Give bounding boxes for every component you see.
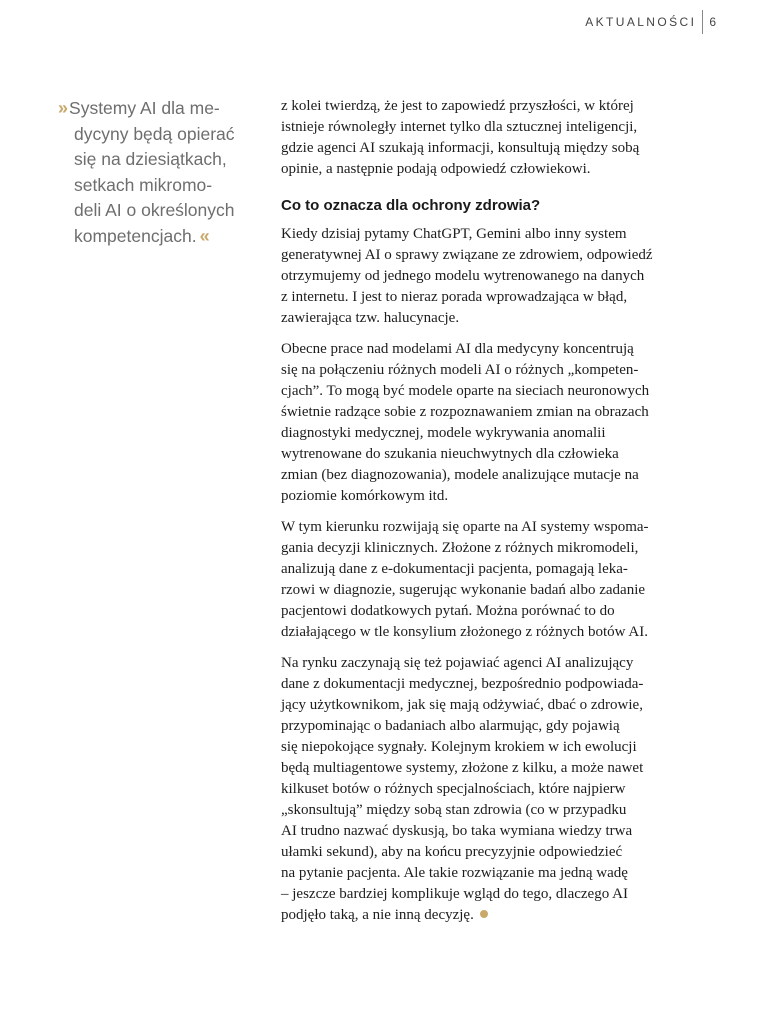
section-title: AKTUALNOŚCI [585,15,697,29]
text-line: wytrenowane do szukania nieuchwytnych dla człowieka [281,446,619,462]
text-line: dane z dokumentacji medycznej, bezpośrednio podpowiada- [281,676,644,692]
article-body [281,96,693,936]
text-line: istnieje równoległy internet tylko dla sztucznej inteligencji, [281,119,638,135]
text-line: cjach”. To mogą być modele oparte na sieciach neuronowych [281,383,650,399]
text-line: analizują dane z e-dokumentacji pacjenta, pomagają leka- [281,561,628,577]
paragraph-models [281,339,693,507]
pull-quote-line: kompetencjach. « [74,225,210,246]
pull-quote [58,96,248,249]
pull-quote-line: deli AI o określonych [74,200,235,220]
text-line: podjęło taką, a nie inną decyzję. [281,905,693,926]
section-heading: Co to oznacza dla ochrony zdrowia? [281,197,541,214]
text-line: W tym kierunku rozwijają się oparte na AI systemy wspoma- [281,519,649,535]
end-of-article-dot-icon [480,910,488,918]
pull-quote-line: się na dziesiątkach, [74,149,227,169]
text-line: pacjentowi dodatkowych pytań. Można porównać to do [281,603,615,619]
text-line: przypominając o badaniach albo alarmując, gdy pojawią [281,718,620,734]
text-line: „skonsultują” między sobą stan zdrowia (co w przypadku [281,802,627,818]
text-line: na pytanie pacjenta. Ale takie rozwiązanie ma jedną wadę [281,865,628,881]
text-line: Obecne prace nad modelami AI dla medycyny koncentrują [281,341,634,357]
text-line: Kiedy dzisiaj pytamy ChatGPT, Gemini albo inny system [281,226,627,242]
text-line: – jeszcze bardziej komplikuje wgląd do tego, dlaczego AI [281,886,628,902]
page-number: 6 [709,15,716,29]
text-line: ułamki sekund), aby na końcu precyzyjnie odpowiedzieć [281,844,623,860]
text-line: opinie, a następnie podają odpowiedź człowiekowi. [281,161,591,177]
paragraph-intro [281,96,693,180]
text-line: zawierająca tzw. halucynacje. [281,310,460,326]
paragraph-clinical [281,517,693,643]
text-line: rzowi w diagnozie, sugerując wykonanie badań albo zadanie [281,582,646,598]
text-line: się niepokojące sygnały. Kolejnym krokiem w ich ewolucji [281,739,637,755]
open-quote-mark: » [58,98,69,118]
text-line: gdzie agenci AI szukają informacji, konsultują między sobą [281,140,640,156]
text-line: poziomie komórkowym itd. [281,488,449,504]
close-quote-mark: « [199,225,210,246]
text-line: otrzymujemy od jednego modelu wytrenowanego na danych [281,268,645,284]
pull-quote-line: »Systemy AI dla me- [58,98,220,118]
paragraph-agents [281,653,693,926]
text-line: się na połączeniu różnych modeli AI o różnych „kompeten- [281,362,639,378]
text-line: gania decyzji klinicznych. Złożone z różnych mikromodeli, [281,540,639,556]
text-line: z kolei twierdzą, że jest to zapowiedź przyszłości, w której [281,98,634,114]
text-line: będą multiagentowe systemy, złożone z kilku, a może nawet [281,760,644,776]
text-line: generatywnej AI o sprawy związane ze zdrowiem, odpowiedź [281,247,653,263]
text-line: świetnie radzące sobie z rozpoznawaniem zmian na obrazach [281,404,649,420]
pull-quote-line: dycyny będą opierać [74,123,235,144]
header-divider [702,10,703,34]
text-line: Na rynku zaczynają się też pojawiać agenci AI analizujący [281,655,634,671]
text-line: kilkuset botów o różnych specjalnościach, które najpierw [281,781,626,797]
running-header [585,10,716,34]
paragraph-chatgpt [281,224,693,329]
text-line: działającego w tle konsylium złożonego z różnych botów AI. [281,624,648,640]
text-line: jący użytkownikom, jak się mają odżywiać, dbać o zdrowie, [281,697,643,713]
text-line: z internetu. I jest to nieraz porada wprowadzająca w błąd, [281,289,628,305]
text-line: diagnostyki medycznej, modele wykrywania anomalii [281,425,606,441]
text-line: zmian (bez diagnozowania), modele analizujące mutacje na [281,467,639,483]
pull-quote-line: setkach mikromo- [74,174,213,195]
text-line: AI trudno nazwać dyskusją, bo taka wymiana wiedzy trwa [281,823,633,839]
